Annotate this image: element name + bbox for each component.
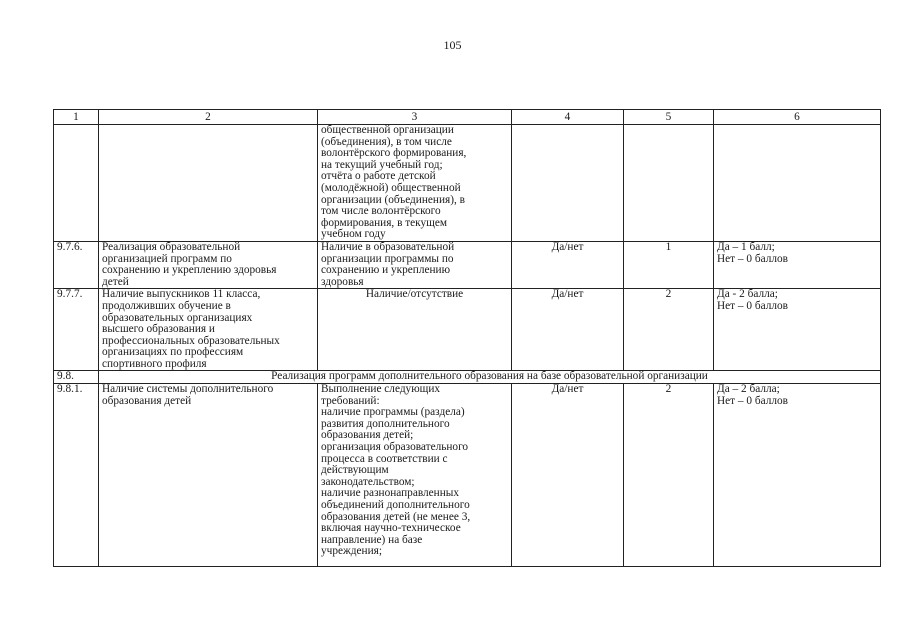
indicator-line: формирования, в текущем [321, 216, 448, 229]
criterion-line: спортивного профиля [102, 357, 207, 370]
criterion-line: высшего образования и [102, 323, 215, 336]
indicator-cell [318, 125, 512, 242]
criterion-line: профессиональных образовательных [102, 334, 280, 347]
indicator-line: организации программы по [321, 252, 454, 265]
indicator-line: учреждения; [321, 545, 382, 558]
indicator-cell [318, 289, 512, 371]
criterion-line: сохранению и укреплению здоровья [102, 264, 277, 277]
section-row [54, 371, 881, 384]
table-header-row [54, 110, 881, 125]
indicator-line: волонтёрского формирования, [321, 147, 467, 160]
header-cell: 2 [99, 110, 318, 125]
criterion-line: организациях по профессиям [102, 346, 244, 359]
table-row [54, 241, 881, 288]
indicator-line: образования детей (не менее 3, [321, 510, 471, 523]
indicator-line: включая научно-техническое [321, 522, 461, 535]
max-score-cell [624, 125, 714, 242]
header-cell: 1 [54, 110, 99, 125]
indicator-line: требований: [321, 394, 380, 407]
scoring-line: Да - 2 балла; [717, 288, 778, 301]
indicator-line: процесса в соответствии с [321, 452, 448, 465]
scoring-line: Нет – 0 баллов [717, 299, 788, 312]
scoring-line: Да – 2 балла; [717, 383, 780, 396]
measure-cell: Да/нет [512, 289, 624, 371]
criteria-table [53, 109, 881, 567]
indicator-line: организации (объединения), в [321, 193, 465, 206]
indicator-line: том числе волонтёрского [321, 205, 441, 218]
indicator-line: образования детей; [321, 429, 414, 442]
indicator-line: наличие программы (раздела) [321, 406, 465, 419]
row-number: 9.7.7. [54, 289, 99, 371]
indicator-line: действующим [321, 464, 389, 477]
header-cell: 6 [714, 110, 881, 125]
indicator-line: (объединения), в том числе [321, 135, 452, 148]
measure-cell: Да/нет [512, 241, 624, 288]
section-title: Реализация программ дополнительного образования на базе образовательной организации [99, 371, 881, 384]
scoring-cell [714, 241, 881, 288]
indicator-line: отчёта о работе детской [321, 170, 436, 183]
criterion-cell [99, 289, 318, 371]
header-cell: 3 [318, 110, 512, 125]
measure-cell: Да/нет [512, 384, 624, 567]
indicator-cell [318, 384, 512, 567]
indicator-line: здоровья [321, 275, 364, 288]
header-cell: 5 [624, 110, 714, 125]
scoring-cell [714, 289, 881, 371]
criterion-cell [99, 125, 318, 242]
scoring-cell [714, 125, 881, 242]
indicator-line: Наличие в образовательной [321, 241, 455, 253]
criterion-line: продолживших обучение в [102, 299, 231, 312]
indicator-line: сохранению и укреплению [321, 264, 451, 277]
header-cell: 4 [512, 110, 624, 125]
criterion-line: Реализация образовательной [102, 241, 241, 253]
max-score-cell: 2 [624, 289, 714, 371]
row-number: 9.8. [54, 371, 99, 384]
criterion-line: Наличие системы дополнительного [102, 383, 274, 396]
table-row [54, 384, 881, 567]
criterion-line: детей [102, 275, 129, 288]
indicator-line: организация образовательного [321, 441, 469, 454]
max-score-cell: 1 [624, 241, 714, 288]
scoring-line: Нет – 0 баллов [717, 252, 788, 265]
indicator-line: общественной организации [321, 124, 454, 136]
criterion-cell [99, 241, 318, 288]
indicator-line: развития дополнительного [321, 417, 450, 430]
scoring-cell [714, 384, 881, 567]
page-number: 105 [443, 38, 462, 52]
indicator-line: законодательством; [321, 475, 415, 488]
indicator-line: (молодёжной) общественной [321, 181, 461, 194]
row-number [54, 125, 99, 242]
criterion-cell [99, 384, 318, 567]
indicator-line: направление) на базе [321, 533, 423, 546]
criterion-line: образования детей [102, 394, 192, 407]
row-number: 9.7.6. [54, 241, 99, 288]
criterion-line: организацией программ по [102, 252, 232, 265]
indicator-line: на текущий учебный год; [321, 158, 443, 171]
criterion-line: образовательных организациях [102, 311, 253, 324]
indicator-line: объединений дополнительного [321, 499, 470, 511]
indicator-line: учебном году [321, 228, 386, 241]
criterion-line: Наличие выпускников 11 класса, [102, 288, 261, 301]
measure-cell [512, 125, 624, 242]
max-score-cell: 2 [624, 384, 714, 567]
indicator-line: наличие разнонаправленных [321, 487, 460, 500]
indicator-line: Наличие/отсутствие [365, 288, 464, 301]
scoring-line: Да – 1 балл; [717, 241, 775, 253]
table-row [54, 289, 881, 371]
indicator-cell [318, 241, 512, 288]
scoring-line: Нет – 0 баллов [717, 394, 788, 407]
indicator-line: Выполнение следующих [321, 383, 441, 396]
row-number: 9.8.1. [54, 384, 99, 567]
table-row [54, 125, 881, 242]
